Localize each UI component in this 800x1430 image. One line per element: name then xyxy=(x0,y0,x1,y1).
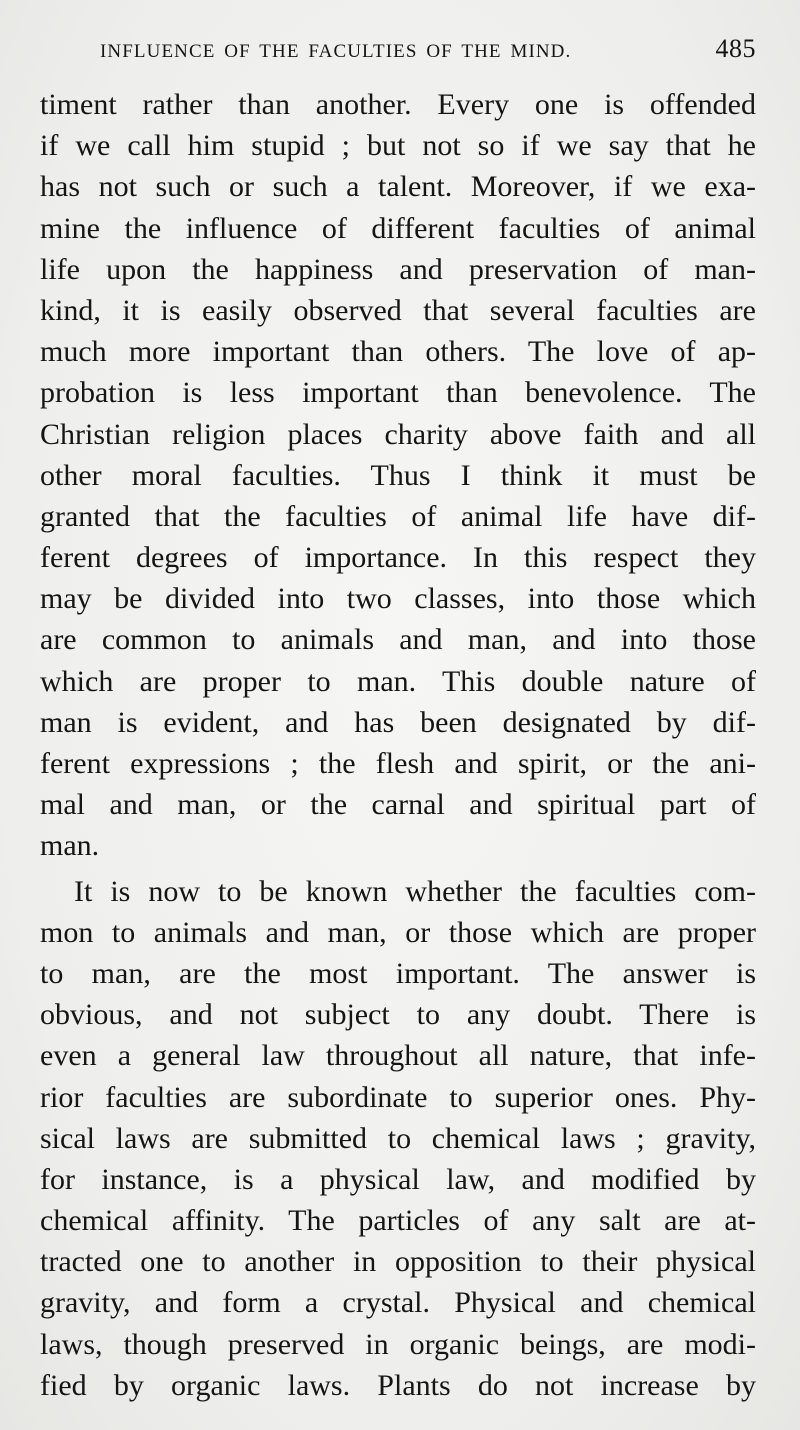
text-line: much more important than others. The love of ap- xyxy=(40,335,756,369)
text-line: mal and man, or the carnal and spiritual part of xyxy=(40,788,756,822)
text-line: fied by organic laws. Plants do not increase by xyxy=(40,1368,756,1402)
text-line: rior faculties are subordinate to superior ones. Phy- xyxy=(40,1080,756,1114)
body-text xyxy=(40,84,756,1406)
text-line: obvious, and not subject to any doubt. There is xyxy=(40,998,756,1032)
text-line: which are proper to man. This double nature of xyxy=(40,664,756,698)
text-line: sical laws are submitted to chemical laws ; gravity, xyxy=(40,1121,756,1155)
text-line: man is evident, and has been designated by dif- xyxy=(40,705,756,739)
text-line: tracted one to another in opposition to their physical xyxy=(40,1245,756,1279)
text-line: even a general law throughout all nature, that infe- xyxy=(40,1039,756,1073)
running-head xyxy=(100,34,756,70)
text-line: ferent degrees of importance. In this respect they xyxy=(40,541,756,575)
running-title: INFLUENCE OF THE FACULTIES OF THE MIND. xyxy=(100,41,572,62)
text-line: mon to animals and man, or those which are proper xyxy=(40,915,756,949)
text-line: ferent expressions ; the flesh and spirit, or the ani- xyxy=(40,747,756,780)
text-line: other moral faculties. Thus I think it must be xyxy=(40,458,756,492)
text-line: mine the influence of different faculties of animal xyxy=(40,211,756,245)
text-line: gravity, and form a crystal. Physical and chemical xyxy=(40,1286,756,1320)
text-line: life upon the happiness and preservation of man- xyxy=(40,252,756,286)
page-number: 485 xyxy=(715,34,756,63)
text-line: probation is less important than benevolence. The xyxy=(40,376,756,410)
text-line: has not such or such a talent. Moreover, if we exa- xyxy=(40,170,756,204)
text-line: granted that the faculties of animal life have dif- xyxy=(40,499,756,533)
text-line: chemical affinity. The particles of any salt are at- xyxy=(40,1204,756,1238)
text-line: Christian religion places charity above faith and all xyxy=(40,417,756,451)
paragraph xyxy=(40,871,756,1406)
text-line: kind, it is easily observed that several faculties are xyxy=(40,293,756,327)
text-line: man. xyxy=(40,829,100,863)
text-line: if we call him stupid ; but not so if we say that he xyxy=(40,129,756,163)
text-line: for instance, is a physical law, and modified by xyxy=(40,1162,756,1196)
text-line: It is now to be known whether the faculties com- xyxy=(74,874,756,908)
text-line: timent rather than another. Every one is offended xyxy=(40,88,756,121)
text-line: laws, though preserved in organic beings, are modi- xyxy=(40,1327,756,1361)
paragraph xyxy=(40,84,756,867)
text-line: may be divided into two classes, into those which xyxy=(40,582,756,616)
text-line: to man, are the most important. The answer is xyxy=(40,956,756,990)
text-line: are common to animals and man, and into those xyxy=(40,623,756,657)
